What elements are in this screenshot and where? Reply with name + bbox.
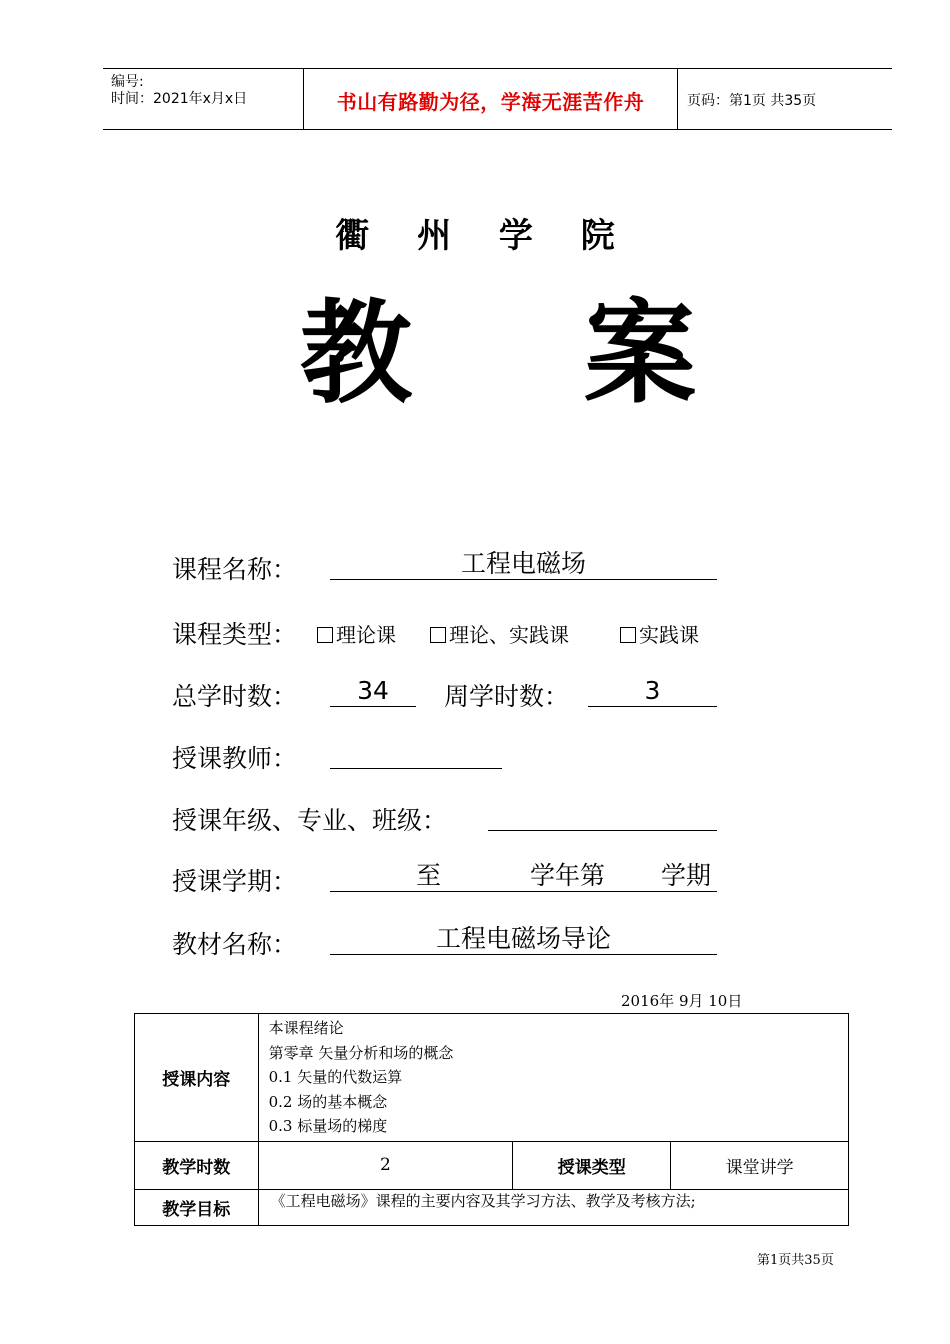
week-hours-label: 周学时数： <box>444 682 570 711</box>
checkbox-icon <box>430 627 446 643</box>
content-cell <box>258 1014 848 1142</box>
content-line: 本课程绪论 <box>268 1019 344 1037</box>
school-name: 衢 州 学 院 <box>335 216 633 256</box>
week-hours-value: 3 <box>588 676 717 707</box>
course-type-label: 课程类型： <box>172 620 298 649</box>
lesson-info-table <box>134 1013 849 1226</box>
document-date: 2016年 9月 10日 <box>621 992 743 1010</box>
goal-label: 教学目标 <box>135 1189 259 1225</box>
page-header <box>103 68 892 130</box>
term-value-line <box>330 861 717 892</box>
hours-label: 教学时数 <box>135 1141 259 1189</box>
header-left-cell <box>103 69 304 129</box>
content-line: 0.2 场的基本概念 <box>268 1092 388 1111</box>
table-row <box>135 1189 849 1225</box>
course-name-value: 工程电磁场 <box>330 549 717 580</box>
checkbox-icon <box>317 627 333 643</box>
type-label: 授课类型 <box>513 1141 671 1189</box>
term-label: 授课学期： <box>172 867 298 896</box>
motto: 书山有路勤为径，学海无涯苦作舟 <box>336 90 645 114</box>
hours-value: 2 <box>258 1141 513 1189</box>
table-row <box>135 1141 849 1189</box>
header-right-cell <box>678 69 892 129</box>
course-type-option-1: 理论课 <box>317 619 396 648</box>
teacher-value <box>330 738 502 769</box>
type-value: 课堂讲学 <box>671 1141 849 1189</box>
content-label: 授课内容 <box>135 1014 259 1142</box>
goal-value: 《工程电磁场》课程的主要内容及其学习方法、教学及考核方法; <box>258 1189 848 1225</box>
grade-value <box>488 800 717 831</box>
table-row <box>135 1014 849 1142</box>
content-line: 0.3 标量场的梯度 <box>268 1117 388 1136</box>
course-type-option-2: 理论、实践课 <box>430 619 569 648</box>
doc-title-char-1: 教 <box>300 288 412 419</box>
textbook-value: 工程电磁场导论 <box>330 924 717 955</box>
page-label: 页码：第1页 共35页 <box>687 93 817 109</box>
time-label: 时间：2021年x月x日 <box>111 91 248 107</box>
term-to: 至 <box>416 861 442 890</box>
textbook-label: 教材名称： <box>172 930 298 959</box>
doc-title-char-2: 案 <box>584 288 696 419</box>
header-middle-cell <box>304 69 678 129</box>
checkbox-icon <box>620 627 636 643</box>
content-line: 0.1 矢量的代数运算 <box>268 1068 403 1087</box>
content-line: 第零章 矢量分析和场的概念 <box>268 1043 454 1062</box>
code-label: 编号: <box>111 74 144 90</box>
grade-label: 授课年级、专业、班级： <box>172 806 448 835</box>
teacher-label: 授课教师： <box>172 744 298 773</box>
course-type-option-3: 实践课 <box>620 619 699 648</box>
page-footer: 第1页共35页 <box>757 1253 834 1268</box>
course-name-label: 课程名称： <box>172 555 298 584</box>
term-term: 学期 <box>661 861 712 890</box>
term-year: 学年第 <box>530 861 606 890</box>
total-hours-value: 34 <box>330 676 416 707</box>
total-hours-label: 总学时数： <box>172 682 298 711</box>
